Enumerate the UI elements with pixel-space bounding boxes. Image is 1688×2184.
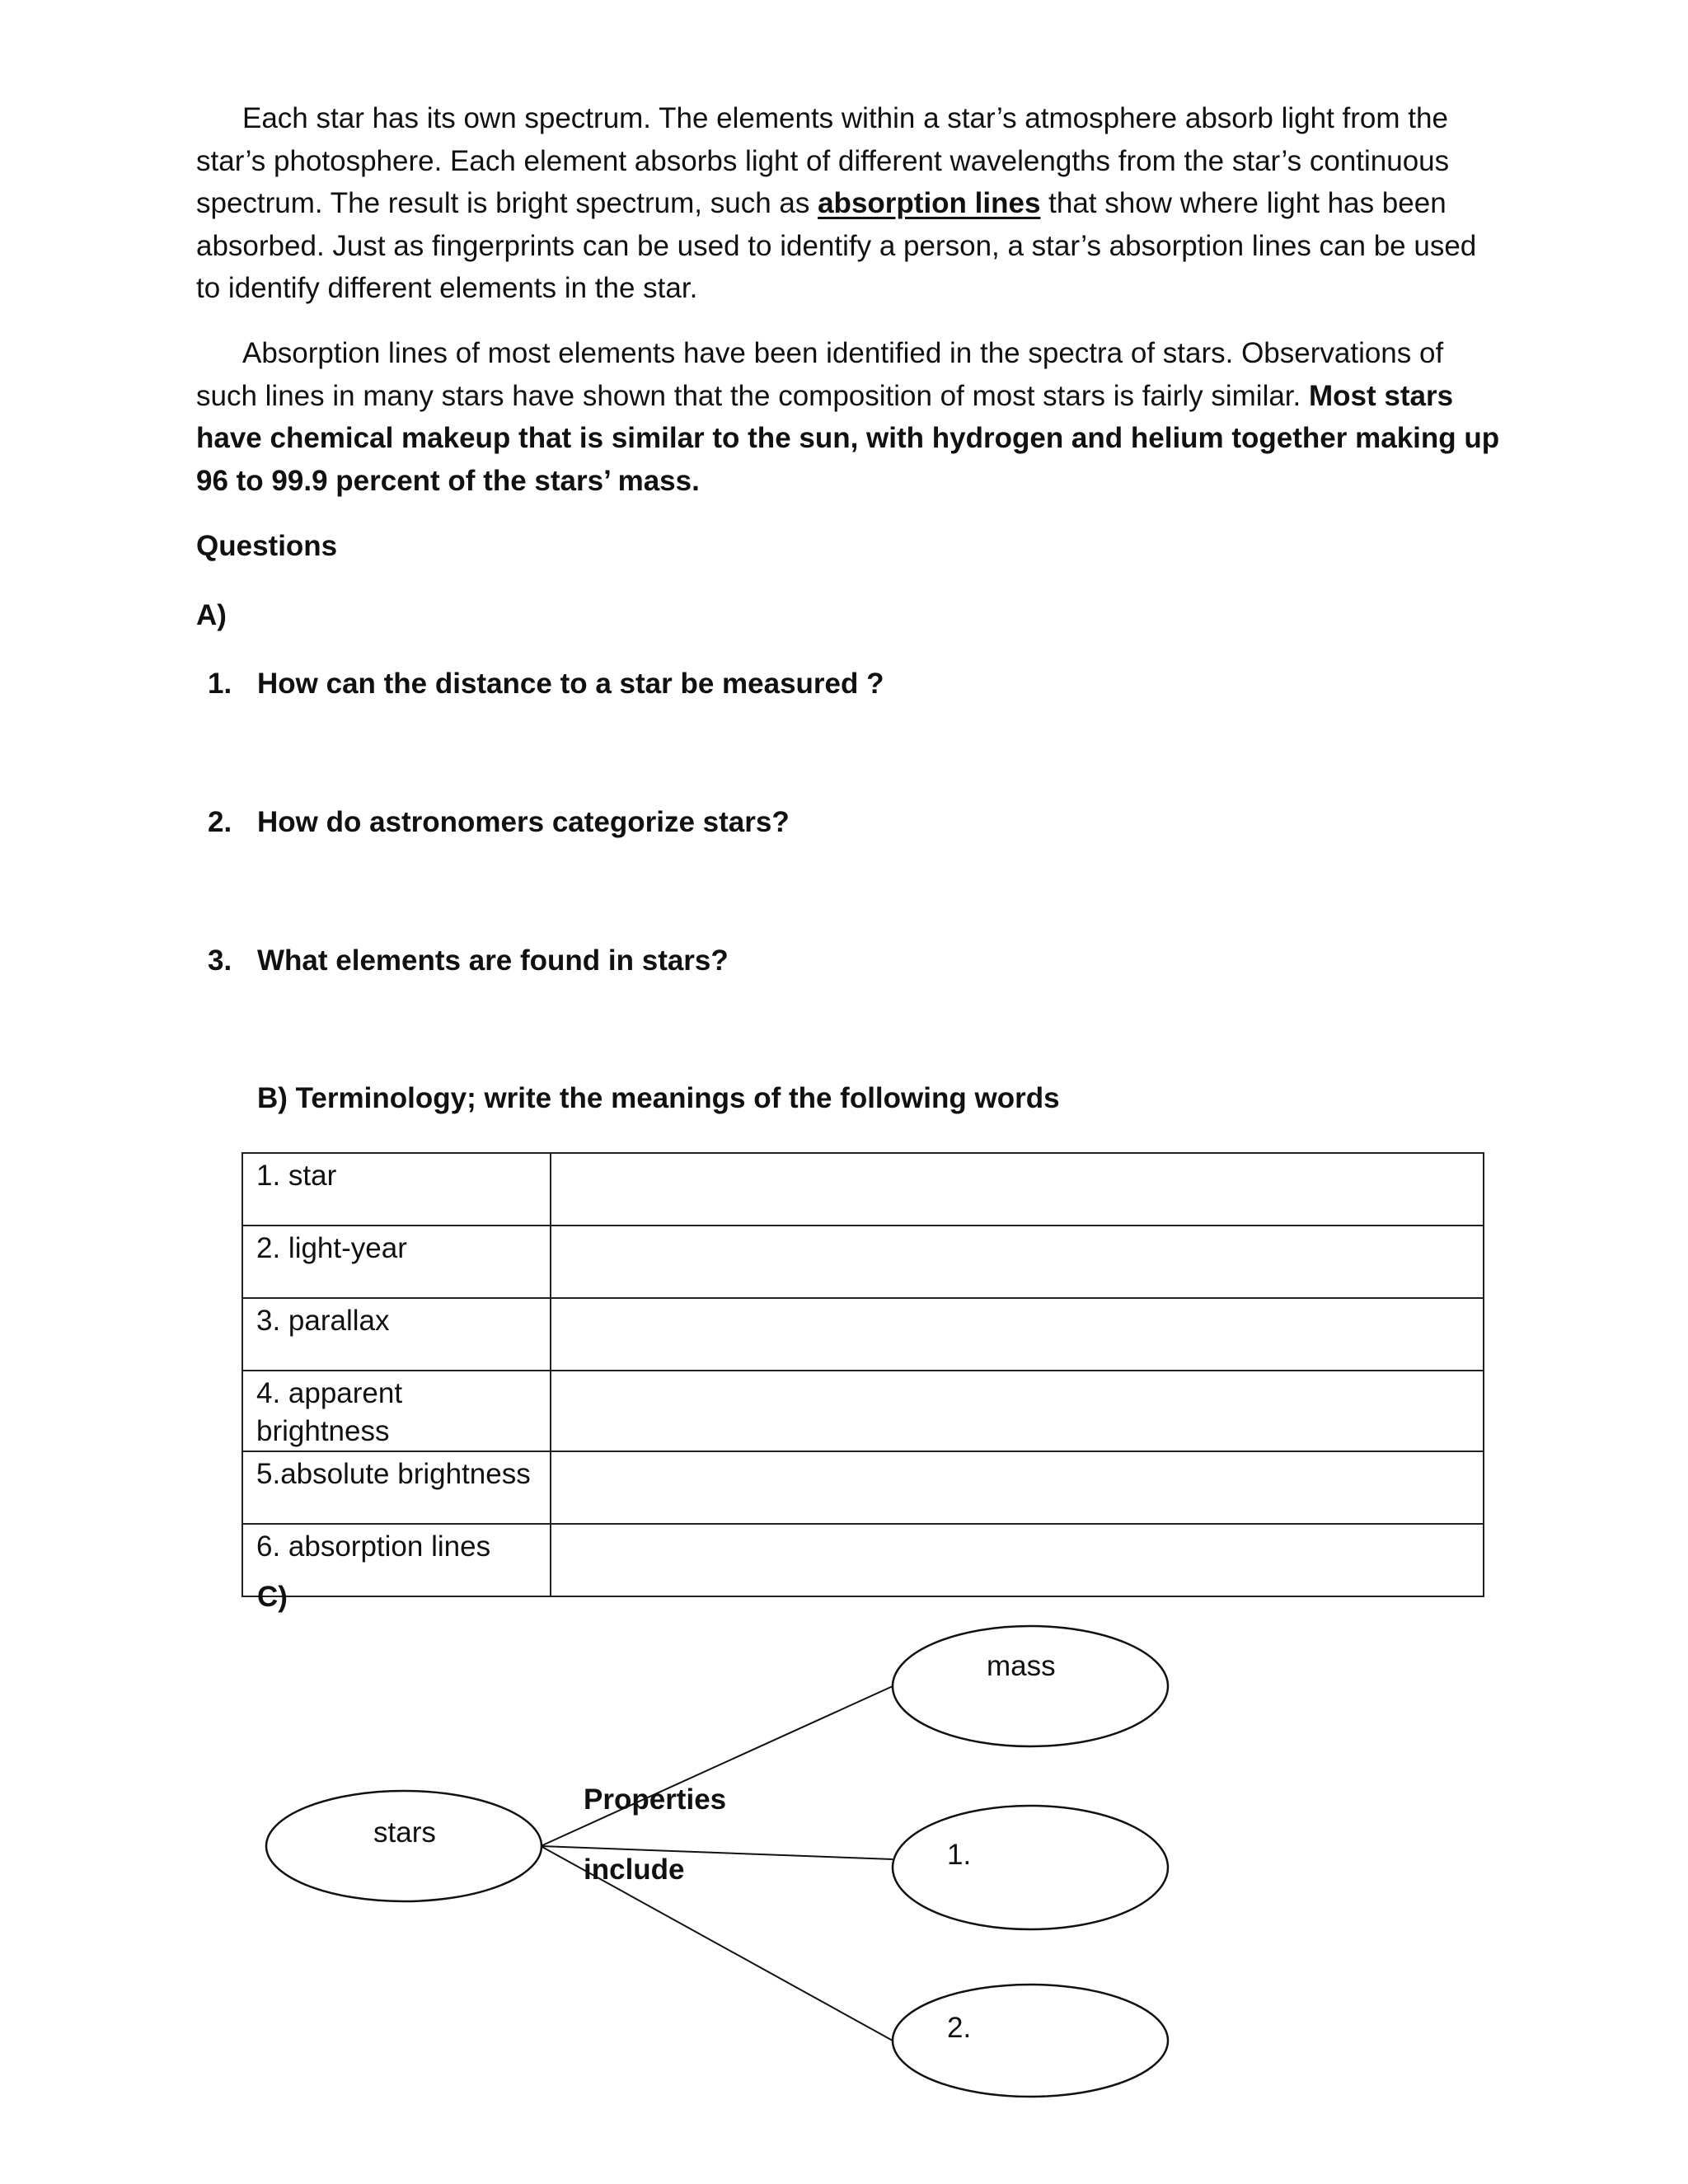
passage-text: Absorption lines of most elements have been identified in the spectra of stars. Observations of such lines in many stars have shown that the composition of most stars is fairly similar.	[196, 337, 1444, 412]
section-b-title: B) Terminology; write the meanings of the following words	[257, 1082, 1060, 1114]
term-cell: 5.absolute brightness	[242, 1451, 551, 1524]
stars-label: stars	[373, 1816, 436, 1849]
question-text: How do astronomers categorize stars?	[257, 806, 790, 838]
link-label-include: include	[584, 1854, 685, 1886]
passage-emphasis: Most stars have chemical makeup that is similar to the sun, with hydrogen and helium together making up 96 to 99.9 percent of the stars’ mass.	[196, 379, 1500, 497]
node-2-label: 2.	[947, 2012, 972, 2044]
mass-label: mass	[987, 1650, 1056, 1682]
section-c-label: C)	[257, 1581, 288, 1613]
term-cell: 3. parallax	[242, 1298, 551, 1371]
question-number: 1.	[208, 668, 232, 700]
questions-heading: Questions	[196, 530, 338, 562]
mass-node	[893, 1626, 1168, 1746]
passage-text: Each star has its own spectrum. The elements within a star’s atmosphere absorb light from the star’s photosphere. Each element absorbs light of different wavelengths from the star’s continuous spectrum. The result is bright spectrum, such as	[196, 102, 1450, 219]
term-cell: 2. light-year	[242, 1226, 551, 1298]
term-cell: 6. absorption lines	[242, 1524, 551, 1596]
question-number: 3.	[208, 944, 232, 977]
property-node-1[interactable]	[893, 1806, 1168, 1929]
term-cell: 4. apparent brightness	[242, 1371, 551, 1451]
property-node-2[interactable]	[893, 1985, 1168, 2097]
section-a-label: A)	[196, 599, 227, 631]
question-number: 2.	[208, 806, 232, 838]
link-label-properties: Properties	[584, 1783, 727, 1816]
question-text: What elements are found in stars?	[257, 944, 729, 977]
passage-text: that show where light has been absorbed. Just as fingerprints can be used to identify a person, a star’s absorption lines can be used to identify different elements in the star.	[196, 187, 1477, 304]
absorption-lines-term: absorption lines	[818, 187, 1041, 219]
question-text: How can the distance to a star be measured ?	[257, 668, 884, 700]
node-1-label: 1.	[947, 1839, 972, 1871]
connector-line	[541, 1686, 893, 1846]
term-cell: 1. star	[242, 1153, 551, 1226]
